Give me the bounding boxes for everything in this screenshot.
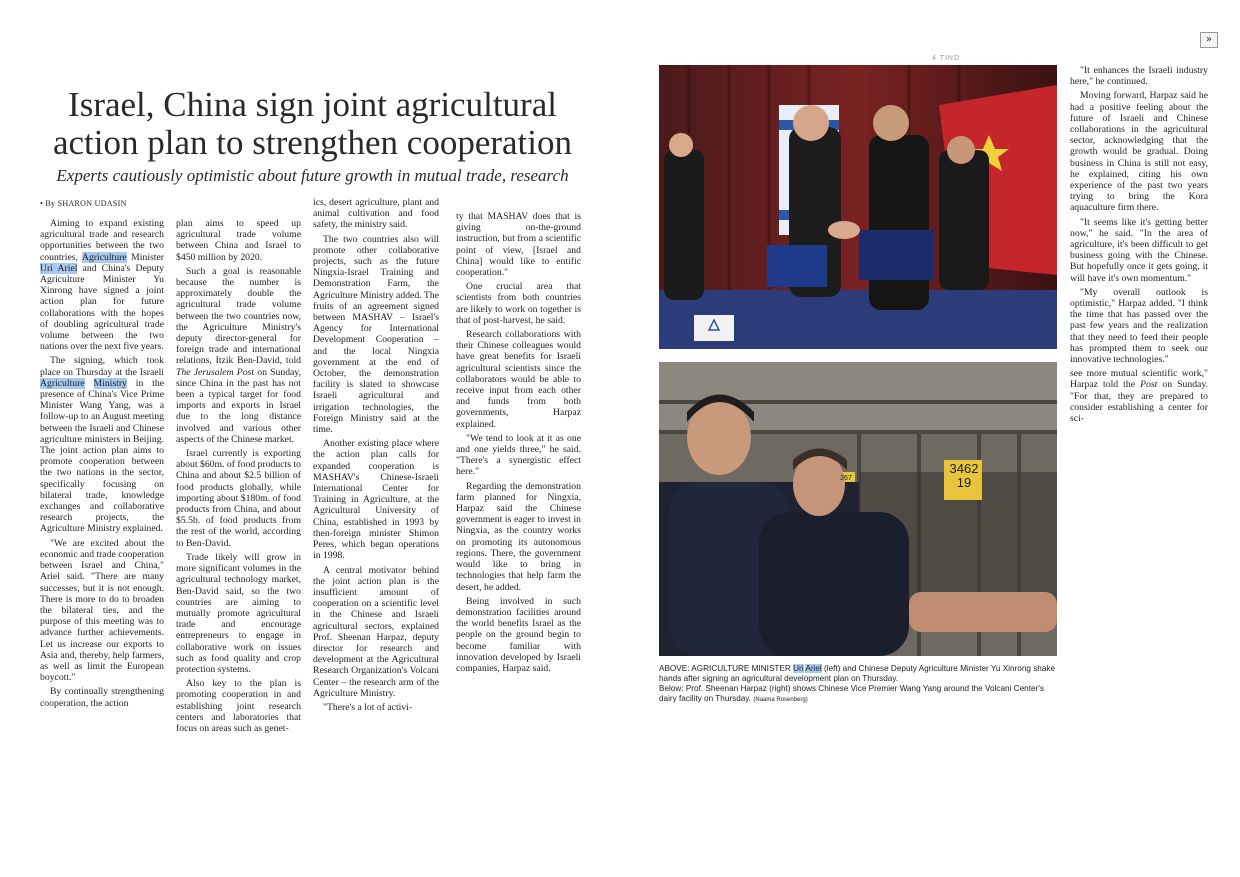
photo-handshake xyxy=(659,65,1057,349)
article-column-3 xyxy=(313,197,439,716)
paragraph: "We are excited about the economic and trade cooperation between Israel and China," Ariel said. "There are many successes, but it is not enough. There is more to do to broaden the bilateral ties, and the purpose of this meeting was to advance further achievements. Let us increase our exports to Asia and, thereby, help farmers, as well as limit the European boycott." xyxy=(40,537,164,684)
paragraph: A central motivator behind the joint action plan is the insufficient amount of cooperation on a scientific level in the Chinese and Israeli agricultural sectors, explained Prof. Sheenan Harpaz, deputy director for research and development at the Agricultural Research Organization's Volcani Center – the research arm of the Agriculture Ministry. xyxy=(313,564,439,699)
paragraph: Also key to the plan is promoting cooperation in and establishing joint research centers and laboratories that focus on areas such as genet- xyxy=(176,678,301,734)
paragraph: By continually strengthening cooperation, the action xyxy=(40,686,164,709)
paragraph: Being involved in such demonstration facilities around the world benefits Israel as the people on the ground begin to become familiar with innovation developed by Israeli companies, Harpaz said. xyxy=(456,595,581,674)
photo-credit: (Naama Rosenberg) xyxy=(753,697,808,703)
paragraph: Another existing place where the action plan calls for expanded cooperation is MASHAV's Chinese-Israeli International Center for Training in Agriculture, at the Agricultural University of China, established in 1993 by then-foreign minister Shimon Peres, which began operations in 1998. xyxy=(313,438,439,562)
paragraph: "There's a lot of activi- xyxy=(323,701,413,713)
paragraph: The signing, which took place on Thursday at the Israeli Agriculture Ministry in the presence of China's Vice Prime Minister Wang Yang, was a follow-up to an August meeting between the Israeli and Chinese agriculture ministers in Beijing. The joint action plan aims to promote cooperation between the two nations in the sector, specifically focusing on bilateral trade, knowledge exchanges and collaborative research projects, the Agriculture Ministry explained. xyxy=(40,355,165,535)
article-subheadline: Experts cautiously optimistic about future growth in mutual trade, research xyxy=(56,166,569,185)
article-column-4 xyxy=(456,211,581,677)
photo-dairy-tour xyxy=(659,362,1057,656)
paragraph: Aiming to expand existing agricultural trade and research opportunities between the two countries, Agriculture Minister Uri Ariel and China's Deputy Agriculture Minister Yu Xinrong have signed a joint action plan for future collaborations with the hopes of doubling agricultural trade volume between the two nations over the next five years. xyxy=(40,218,164,353)
page-stamp: 4 TIND xyxy=(932,55,961,62)
paragraph: "My overall outlook is optimistic," Harpaz added. "I think the time that has passed over the past few years and the realization that they need to feed their people has prompted them to seek our innovative technologies." xyxy=(1070,286,1208,366)
paragraph: Trade likely will grow in more significant volumes in the agricultural technology market, Ben-David said, so the two countries are aiming to mutually promote agricultural trade and encourage entrepreneurs to engage in collaborative work on issues such as food quality and crop protection systems. xyxy=(176,551,301,675)
highlight: Agriculture xyxy=(81,251,127,263)
paragraph: Moving forward, Harpaz said he had a positive feeling about the future of Israeli and Chinese collaborations in the agricultural sector, acknowledging that the growth would be gradual. Doing business in China is still not easy, he explained, citing his own experience of the past two years trying to bring the Kora aquaculture firm there. xyxy=(1070,90,1208,214)
byline: • By SHARON UDASIN xyxy=(40,199,127,208)
headline-line-2: action plan to strengthen cooperation xyxy=(52,123,572,162)
dairy-photo-illustration xyxy=(659,362,1057,656)
highlight: Agriculture xyxy=(40,377,85,389)
paragraph: "It seems like it's getting better now," he said. "In the area of agriculture, it's been difficult to get business going with the Chinese. But hopefully once it gets going, it will have it's own momentum." xyxy=(1070,216,1208,284)
paragraph: "We tend to look at it as one and one yields three," he said. "There's a synergistic effect here." xyxy=(456,432,581,478)
paragraph: Regarding the demonstration farm planned for Ningxia, Harpaz said the Chinese government is eager to invest in Ningxia, as the country works on promoting its autonomous regions. There, the government would like to bring in technologies that help farm the desert, he added. xyxy=(456,480,581,593)
photo-caption: ABOVE: AGRICULTURE MINISTER Uri Ariel (left) and Chinese Deputy Agriculture Minister Yu Xinrong shake hands after signing an agricultural development plan on Thursday. Below: Prof. Sheenan Harpaz (right) shows Chinese Vice Premier Wang Yang around the Volcani Center's dairy facility on Thursday. (Naama Rosenberg) xyxy=(659,664,1056,703)
paragraph: "It enhances the Israeli industry here," he continued. xyxy=(1070,65,1208,88)
paragraph: plan aims to speed up agricultural trade volume between China and Israel to $450 million by 2020. xyxy=(176,218,301,263)
paragraph: ics, desert agriculture, plant and animal cultivation and food safety, the ministry said. xyxy=(313,197,439,231)
paragraph: The two countries also will promote other collaborative projects, such as the future Ningxia-Israel Training and Demonstration Farm, the Agriculture Ministry added. The fruits of an agreement signed between MASHAV – Israel's Agency for International Development Cooperation – and the local Ningxia government at the end of October, the demonstration facility is slated to showcase Israeli agricultural and irrigation technologies, the Foreign Ministry said at the time. xyxy=(313,233,439,436)
paragraph: see more mutual scientific work," Harpaz told the Post on Sunday. "For that, they are prepared to consider establishing a center for sci- xyxy=(1070,368,1208,425)
paragraph: Such a goal is reasonable because the number is approximately double the agricultural trade volume between the two countries now, the Agriculture Ministry's deputy director-general for foreign trade and international relations, Itzik Ben-David, told The Jerusalem Post on Sunday, since China in the past has not been a typical target for food imports and exports in Israel due to the long distance involved and various other aspects of the Chinese market. xyxy=(176,265,301,445)
highlight: Uri xyxy=(793,664,804,673)
handshake-photo-illustration xyxy=(659,65,1057,349)
next-page-button[interactable]: » xyxy=(1200,32,1218,48)
highlight: Ariel xyxy=(805,664,822,673)
headline-line-1: Israel, China sign joint agricultural xyxy=(68,85,557,124)
article-column-1 xyxy=(40,218,164,712)
dairy-small-tag: 267 xyxy=(840,475,852,482)
highlight: Uri Ariel xyxy=(40,262,78,274)
paragraph: One crucial area that scientists from both countries are likely to work on together is that of post-harvest, he said. xyxy=(456,281,581,326)
dairy-tag-number: 3462 19 xyxy=(949,461,979,490)
paragraph: ty that MASHAV does that is giving on-the-ground instruction, but from a scientific point of view, [Israel and China] would like to entific cooperation." xyxy=(456,211,581,279)
article-headline xyxy=(40,86,585,162)
paragraph: Research collaborations with their Chinese colleagues would have great benefits for Israeli agricultural scientists since the collaborators would be able to receive input from each other and funds from both governments, Harpaz explained. xyxy=(456,329,581,430)
highlight: Ministry xyxy=(93,377,127,389)
article-column-2 xyxy=(176,218,301,737)
paragraph: Israel currently is exporting about $60m. of food products to China and about $2.5 billion of food products globally, while importing about $180m. of food products from China, and about $5.5b. of food products from the rest of the world, according to Ben-David. xyxy=(176,448,301,549)
article-column-5 xyxy=(1070,65,1208,427)
